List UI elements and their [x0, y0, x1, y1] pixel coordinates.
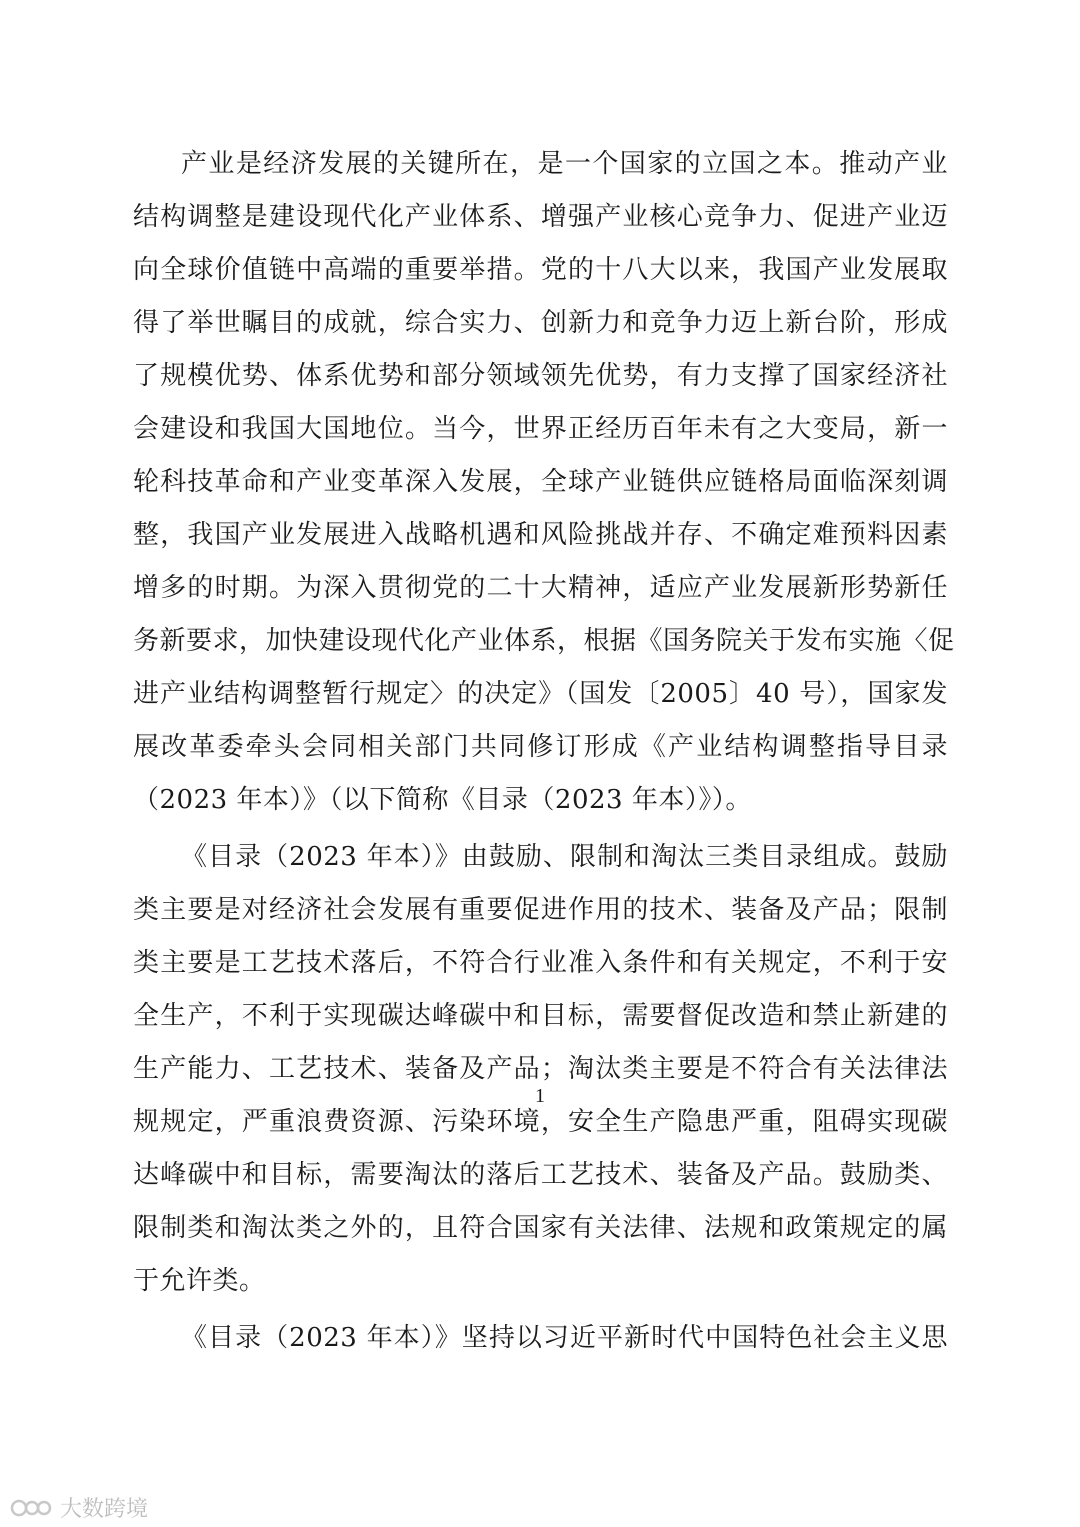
text-line: 类主要是对经济社会发展有重要促进作用的技术、装备及产品；限制 — [133, 895, 948, 925]
text-line: 类主要是工艺技术落后，不符合行业准入条件和有关规定，不利于安 — [133, 948, 948, 978]
text-line: 结构调整是建设现代化产业体系、增强产业核心竞争力、促进产业迈 — [133, 202, 948, 232]
text-line: 轮科技革命和产业变革深入发展，全球产业链供应链格局面临深刻调 — [133, 467, 948, 497]
watermark — [10, 1492, 148, 1523]
text-line: 会建设和我国大国地位。当今，世界正经历百年未有之大变局，新一 — [133, 414, 948, 444]
text-line: 了规模优势、体系优势和部分领域领先优势，有力支撑了国家经济社 — [133, 361, 948, 391]
brand-logo-icon — [10, 1497, 54, 1519]
text-line: 产业是经济发展的关键所在，是一个国家的立国之本。推动产业 — [181, 149, 948, 179]
text-line: （2023 年本）》（以下简称《目录（2023 年本）》）。 — [133, 785, 752, 815]
text-line: 达峰碳中和目标，需要淘汰的落后工艺技术、装备及产品。鼓励类、 — [133, 1160, 948, 1190]
page-number: 1 — [535, 1085, 545, 1107]
text-line: 增多的时期。为深入贯彻党的二十大精神，适应产业发展新形势新任 — [133, 573, 948, 603]
text-line: 整，我国产业发展进入战略机遇和风险挑战并存、不确定难预料因素 — [133, 520, 948, 550]
text-line: 规规定，严重浪费资源、污染环境，安全生产隐患严重，阻碍实现碳 — [133, 1107, 948, 1137]
text-line: 务新要求，加快建设现代化产业体系，根据《国务院关于发布实施〈促 — [133, 626, 955, 656]
text-line: 《目录（2023 年本）》坚持以习近平新时代中国特色社会主义思 — [181, 1323, 948, 1353]
text-line: 展改革委牵头会同相关部门共同修订形成《产业结构调整指导目录 — [133, 732, 948, 762]
watermark-text: 大数跨境 — [60, 1497, 149, 1522]
text-line: 进产业结构调整暂行规定〉的决定》（国发〔2005〕40 号），国家发 — [133, 679, 948, 709]
text-line: 《目录（2023 年本）》由鼓励、限制和淘汰三类目录组成。鼓励 — [181, 842, 948, 872]
text-line: 于允许类。 — [133, 1266, 266, 1296]
text-line: 向全球价值链中高端的重要举措。党的十八大以来，我国产业发展取 — [133, 255, 948, 285]
text-line: 限制类和淘汰类之外的，且符合国家有关法律、法规和政策规定的属 — [133, 1213, 948, 1243]
text-line: 得了举世瞩目的成就，综合实力、创新力和竞争力迈上新台阶，形成 — [133, 308, 948, 338]
text-line: 生产能力、工艺技术、装备及产品；淘汰类主要是不符合有关法律法 — [133, 1054, 948, 1084]
text-line: 全生产，不利于实现碳达峰碳中和目标，需要督促改造和禁止新建的 — [133, 1001, 948, 1031]
